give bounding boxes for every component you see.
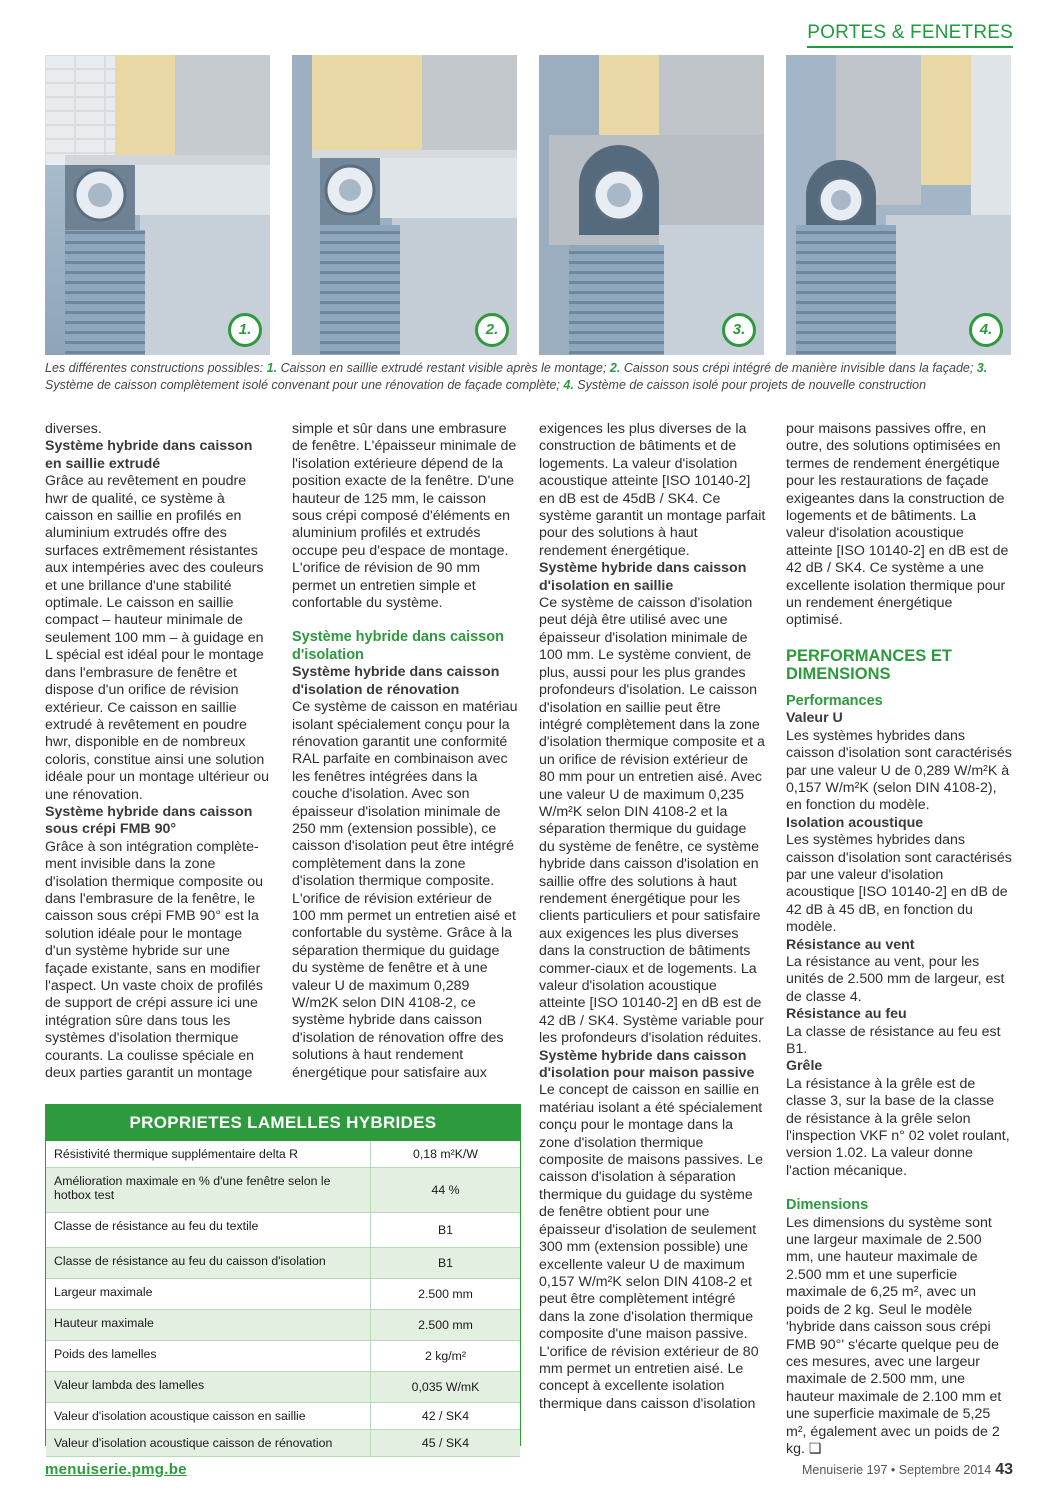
table-cell-value: B1	[370, 1213, 520, 1247]
subheading: Système hybride dans caisson d'isolation en saillie	[539, 560, 747, 594]
subheading: Système hybride dans caisson en saillie extrudé	[45, 438, 253, 472]
body-paragraph: simple et sûr dans une embrasure de fenêtre. L'épaisseur minimale de l'isolation extérieure dépend de la position exacte de la fenêtre. D'une hauteur de 125 mm, le caisson sous crépi composé d'éléments en aluminium profilés et extrudés occupe peu d'espace de montage. L'orifice de révision de 90 mm permet un entretien simple et confortable du système.	[292, 421, 517, 612]
body-paragraph: Les dimensions du système sont une largeur maximale de 2.500 mm, une hauteur maximale de 2.500 mm et une superficie maximale de 6,25 m², avec un poids de 2 kg. Seul le modèle 'hybride dans caisson sous crépi FMB 90°' s'écarte quelque peu de ces mesures, avec une largeur maximale de 2.500 mm, une hauteur maximale de 2.100 mm et une superficie maximale de 5,25 m², également avec un poids de 2 kg. ❑	[786, 1214, 1002, 1457]
table-cell-value: 2 kg/m²	[370, 1341, 520, 1371]
table-cell-label: Largeur maximale	[54, 1285, 153, 1299]
section-heading: Performances	[786, 692, 883, 709]
table-cell-value: 44 %	[370, 1168, 520, 1212]
table-cell-label: Hauteur maximale	[54, 1316, 154, 1330]
photo-badge-3: 3.	[722, 313, 756, 347]
body-paragraph: pour maisons passives offre, en outre, des solutions optimisées en termes de rendement énergétique pour les restaurations de façade exigeantes dans la construction de logements et de bâtiments. La valeur d'isolation acoustique atteinte [ISO 10140-2] en dB est de 42 dB / SK4. Ce système a une excellente isolation thermique pour un rendement énergétique optimisé.	[786, 421, 1009, 629]
footer-issue	[802, 1461, 1013, 1479]
table-title: PROPRIETES LAMELLES HYBRIDES	[46, 1105, 520, 1141]
footer-issue-text: Menuiserie 197 • Septembre 2014	[801, 1463, 992, 1477]
section-heading: Système hybride dans caisson d'isolation	[292, 629, 504, 663]
body-paragraph: Ce système de caisson en matériau isolant spécialement conçu pour la rénovation garantit une conformité RAL parfaite en combinaison avec les fenêtres intégrées dans la couche d'isolation. Avec son épaisseur d'isolation minimale de 250 mm (extension possible), ce caisson d'isolation peut être intégré complètement dans la zone d'isolation thermique composite. L'orifice de révision extérieur de 100 mm permet un entretien aisé et confortable du système. Grâce à la séparation thermique du guidage du système de fenêtre et à une valeur U de maximum 0,289 W/m2K selon DIN 4108-2, ce système hybride dans caisson d'isolation de rénovation offre des solutions à haut rendement énergétique pour satisfaire aux	[292, 699, 518, 1081]
table-row	[46, 1341, 520, 1372]
properties-table	[45, 1104, 521, 1450]
caption-num-3: 3.	[976, 361, 988, 375]
article-column-4	[786, 421, 1013, 1458]
table-row	[46, 1310, 520, 1341]
body-paragraph: Le concept de caisson en saillie en matériau isolant a été spécialement conçu pour le montage dans la zone d'isolation thermique composite de maisons passives. Le caisson d'isolation à séparation thermique du guidage du système de fenêtre obtient pour une épaisseur d'isolation de seulement 300 mm (extension possible) une excellente valeur U de maximum 0,157 W/m²K selon DIN 4108-2 et peut être complètement intégré dans la zone d'isolation thermique composite d'une maison passive. L'orifice de révision extérieur de 80 mm permet un entretien aisé. Le concept à excellente isolation thermique dans caisson d'isolation	[539, 1082, 763, 1412]
caption-num-4: 4.	[563, 378, 574, 392]
body-paragraph: diverses.	[45, 421, 102, 437]
subheading: Système hybride dans caisson d'isolation de rénovation	[292, 664, 500, 698]
article-column-1	[45, 421, 272, 1082]
subheading: Valeur U	[786, 710, 843, 727]
photo-2-illustration	[292, 55, 517, 355]
photo-4-illustration	[786, 55, 1011, 355]
photo-badge-2: 2.	[475, 313, 509, 347]
body-paragraph: La résistance au vent, pour les unités de 2.500 mm de largeur, est de classe 4.	[786, 953, 1005, 1005]
table-row	[46, 1372, 520, 1403]
photo-caption	[45, 360, 1013, 394]
body-paragraph: Grâce au revêtement en poudre hwr de qualité, ce système à caisson en saillie en profilés en aluminium extrudés offre des surfaces extrêmement résistantes aux intempéries avec des couleurs et une brillance d'une stabilité optimale. Le caisson en saillie compact – hauteur minimale de seulement 100 mm – à guidage en L spécial est idéal pour le montage dans l'embrasure de fenêtre et dispose d'un orifice de révision extérieur. Ce caisson en saillie extrudé à revêtement en poudre hwr, disponible en de nombreux coloris, constitue ainsi une solution idéale pour un montage ultérieur ou une rénovation.	[45, 473, 270, 803]
subheading: Résistance au feu	[786, 1006, 907, 1023]
table-cell-label: Poids des lamelles	[54, 1347, 157, 1361]
table-row	[46, 1141, 520, 1168]
table-cell-value: 2.500 mm	[370, 1279, 520, 1309]
table-cell-label: Amélioration maximale en % d'une fenêtre selon le hotbox test	[54, 1174, 331, 1202]
table-cell-label: Valeur d'isolation acoustique caisson en saillie	[54, 1409, 306, 1423]
photo-2	[292, 55, 517, 355]
caption-text-3: Système de caisson complètement isolé convenant pour une rénovation de façade complète;	[45, 378, 564, 392]
section-heading-performances: PERFORMANCES ET DIMENSIONS	[786, 646, 952, 683]
photo-3	[539, 55, 764, 355]
section-heading: Dimensions	[786, 1197, 869, 1214]
table-cell-value: 0,035 W/mK	[370, 1372, 520, 1402]
photo-4	[786, 55, 1011, 355]
subheading: Système hybride dans caisson sous crépi FMB 90°	[45, 803, 253, 838]
photo-1	[45, 55, 270, 355]
table-body	[46, 1141, 520, 1457]
body-paragraph: Les systèmes hybrides dans caisson d'isolation sont caractérisés par une valeur U de 0,289 W/m²K à 0,157 W/m²K (selon DIN 4108-2), en fonction du modèle.	[786, 727, 1012, 814]
photo-strip	[45, 55, 1013, 355]
table-row	[46, 1168, 520, 1213]
caption-text-1: Caisson en saillie extrudé restant visible après le montage;	[277, 361, 610, 375]
table-cell-label: Classe de résistance au feu du textile	[54, 1219, 259, 1233]
table-row	[46, 1279, 520, 1310]
table-row	[46, 1403, 520, 1430]
table-cell-value: 45 / SK4	[370, 1430, 520, 1456]
photo-1-illustration	[45, 55, 270, 355]
table-cell-label: Résistivité thermique supplémentaire delta R	[54, 1147, 299, 1161]
footer-site-link[interactable]: menuiserie.pmg.be	[45, 1461, 187, 1478]
body-paragraph: La résistance à la grêle est de classe 3, sur la base de la classe de résistance à la grêle selon l'inspection VKF n° 02 volet roulant, version 1.02. La valeur donne l'action mécanique.	[786, 1075, 1010, 1179]
table-row	[46, 1430, 520, 1457]
subheading: Grêle	[786, 1058, 823, 1075]
section-title: PORTES & FENETRES	[807, 22, 1013, 48]
table-cell-label: Valeur lambda des lamelles	[54, 1378, 205, 1392]
subheading: Système hybride dans caisson d'isolation pour maison passive	[539, 1047, 755, 1082]
body-paragraph: Grâce à son intégration complète-ment invisible dans la zone d'isolation thermique composite ou dans l'embrasure de la fenêtre, le caisson sous crépi FMB 90° est la solution idéale pour le montage d'un système hybride sur une façade existante, sans en modifier l'aspect. Un vaste choix de profilés de support de crépi assure ici une intégration sûre dans tous les systèmes d'isolation thermique courants. La coulisse spéciale en deux parties garantit un montage	[45, 838, 264, 1082]
body-paragraph: exigences les plus diverses de la construction de bâtiments et de logements. La valeur d'isolation acoustique atteinte [ISO 10140-2] en dB est de 45dB / SK4. Ce système garantit un montage parfait pour des solutions à haut rendement énergétique.	[539, 421, 766, 559]
table-cell-value: 2.500 mm	[370, 1310, 520, 1340]
caption-num-2: 2.	[609, 361, 621, 375]
caption-text-4: Système de caisson isolé pour projets de nouvelle construction	[573, 378, 927, 392]
body-paragraph: Les systèmes hybrides dans caisson d'isolation sont caractérisés par une valeur d'isolation acoustique [ISO 10140-2] en dB de 42 dB à 45 dB, en fonction du modèle.	[786, 832, 1012, 936]
table-cell-label: Valeur d'isolation acoustique caisson de rénovation	[54, 1436, 333, 1450]
table-cell-value: 0,18 m²K/W	[370, 1141, 520, 1167]
caption-intro: Les différentes constructions possibles:	[45, 361, 267, 375]
table-cell-value: B1	[370, 1248, 520, 1278]
caption-num-1: 1.	[266, 361, 278, 375]
photo-badge-1: 1.	[228, 313, 262, 347]
table-cell-value: 42 / SK4	[370, 1403, 520, 1429]
page-number: 43	[995, 1461, 1013, 1478]
subheading: Isolation acoustique	[786, 814, 924, 831]
table-row	[46, 1248, 520, 1279]
photo-3-illustration	[539, 55, 764, 355]
body-paragraph: La classe de résistance au feu est B1.	[786, 1023, 1001, 1057]
article-column-2	[292, 421, 519, 1082]
table-cell-label: Classe de résistance au feu du caisson d'isolation	[54, 1254, 326, 1268]
article-column-3	[539, 421, 766, 1413]
photo-badge-4: 4.	[969, 313, 1003, 347]
body-paragraph: Ce système de caisson d'isolation peut déjà être utilisé avec une épaisseur d'isolation minimale de 100 mm. Le système convient, de plus, aussi pour les plus grandes profondeurs d'isolation. Le caisson d'isolation en saillie peut être intégré complètement dans la zone d'isolation thermique composite et a un orifice de révision extérieur de 80 mm pour un entretien aisé. Avec une valeur U de maximum 0,235 W/m²K selon DIN 4108-2 et la séparation thermique du guidage du système de fenêtre, ce système hybride dans caisson d'isolation en saillie offre des solutions à haut rendement énergétique pour les clients particuliers et pour satisfaire aux exigences les plus diverses dans la construction de bâtiments commer-ciaux et de logements. La valeur d'isolation acoustique atteinte [ISO 10140-2] en dB est de 42 dB / SK4. Système variable pour les profondeurs d'isolation réduites.	[539, 595, 765, 1047]
caption-text-2: Caisson sous crépi intégré de manière invisible dans la façade;	[620, 361, 977, 375]
subheading: Résistance au vent	[786, 936, 915, 953]
table-row	[46, 1213, 520, 1248]
